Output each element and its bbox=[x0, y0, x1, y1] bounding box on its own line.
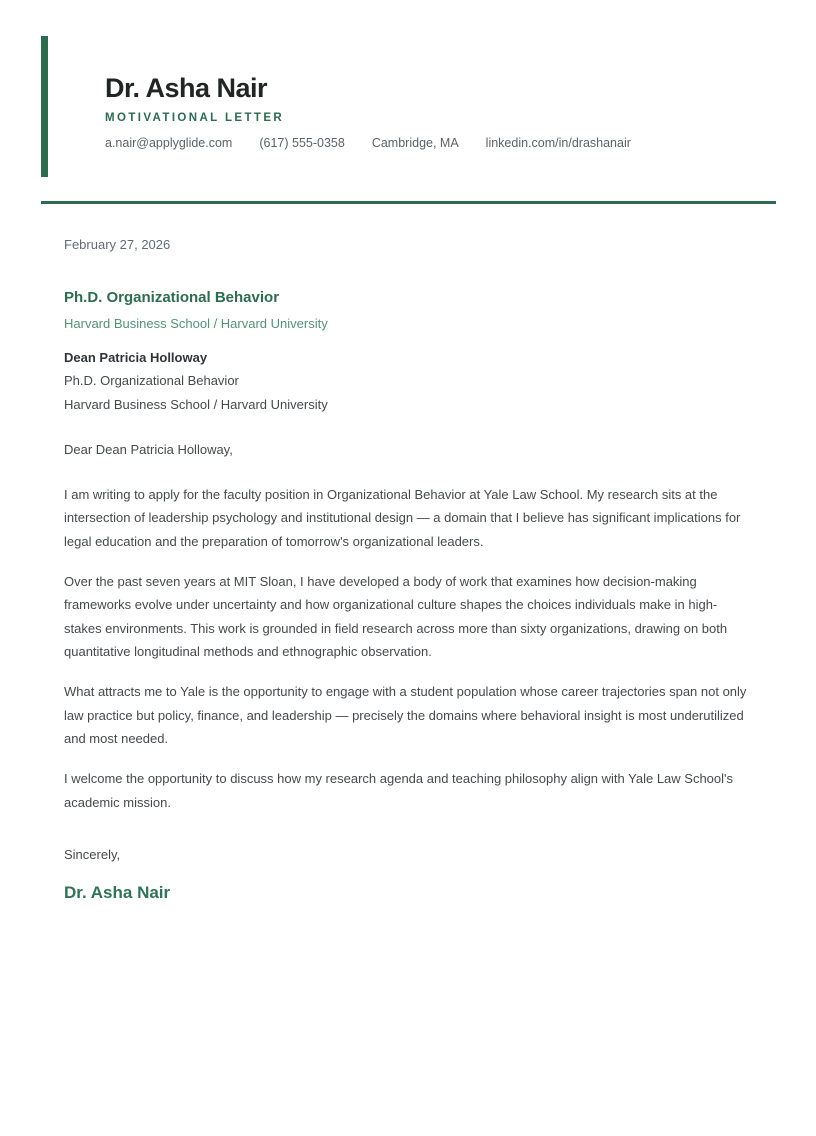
recipient-block bbox=[64, 346, 754, 416]
header-divider bbox=[41, 201, 776, 204]
position-institution: Harvard Business School / Harvard University bbox=[64, 315, 328, 331]
body-paragraph: I am writing to apply for the faculty position in Organizational Behavior at Yale Law School. My research sits at the intersection of leadership psychology and institutional design — a domain that I believe has significant implications for legal education and the preparation of tomorrow's organizational leaders. bbox=[64, 486, 741, 549]
body-paragraph: I welcome the opportunity to discuss how my research agenda and teaching philosophy align with Yale Law School's academic mission. bbox=[64, 771, 734, 810]
closing: Sincerely, bbox=[64, 847, 121, 863]
accent-bar bbox=[41, 36, 48, 177]
paragraphs bbox=[64, 483, 754, 815]
applicant-name: Dr. Asha Nair bbox=[105, 73, 268, 103]
contact-location: Cambridge, MA bbox=[371, 136, 459, 150]
letter-page bbox=[0, 36, 816, 903]
body-paragraph: Over the past seven years at MIT Sloan, I have developed a body of work that examines how decision-making frameworks evolve under uncertainty and how organizational culture shapes the choices individuals make in high-stakes environments. This work is grounded in field research across more than sixty organizations, drawing on both quantitative longitudinal methods and ethnographic observation. bbox=[64, 573, 728, 660]
body-paragraph: What attracts me to Yale is the opportunity to engage with a student population whose career trajectories span not only law practice but policy, finance, and leadership — precisely the domains where behavioral insight is most underutilized and most needed. bbox=[64, 684, 747, 747]
contact-linkedin: linkedin.com/in/drashanair bbox=[485, 136, 631, 150]
recipient-name: Dean Patricia Holloway bbox=[64, 350, 208, 366]
contact-phone: (617) 555-0358 bbox=[259, 136, 345, 150]
position-title: Ph.D. Organizational Behavior bbox=[64, 288, 280, 306]
letter-date: February 27, 2026 bbox=[64, 237, 171, 252]
document-type-label: MOTIVATIONAL LETTER bbox=[105, 112, 285, 124]
contact-email: a.nair@applyglide.com bbox=[105, 136, 233, 150]
letter-body bbox=[64, 237, 754, 903]
recipient-institution: Harvard Business School / Harvard University bbox=[64, 396, 328, 412]
salutation: Dear Dean Patricia Holloway, bbox=[64, 442, 233, 458]
signature-name: Dr. Asha Nair bbox=[64, 882, 171, 902]
recipient-role: Ph.D. Organizational Behavior bbox=[64, 373, 239, 389]
contact-row bbox=[105, 136, 776, 150]
letter-header bbox=[41, 36, 776, 177]
